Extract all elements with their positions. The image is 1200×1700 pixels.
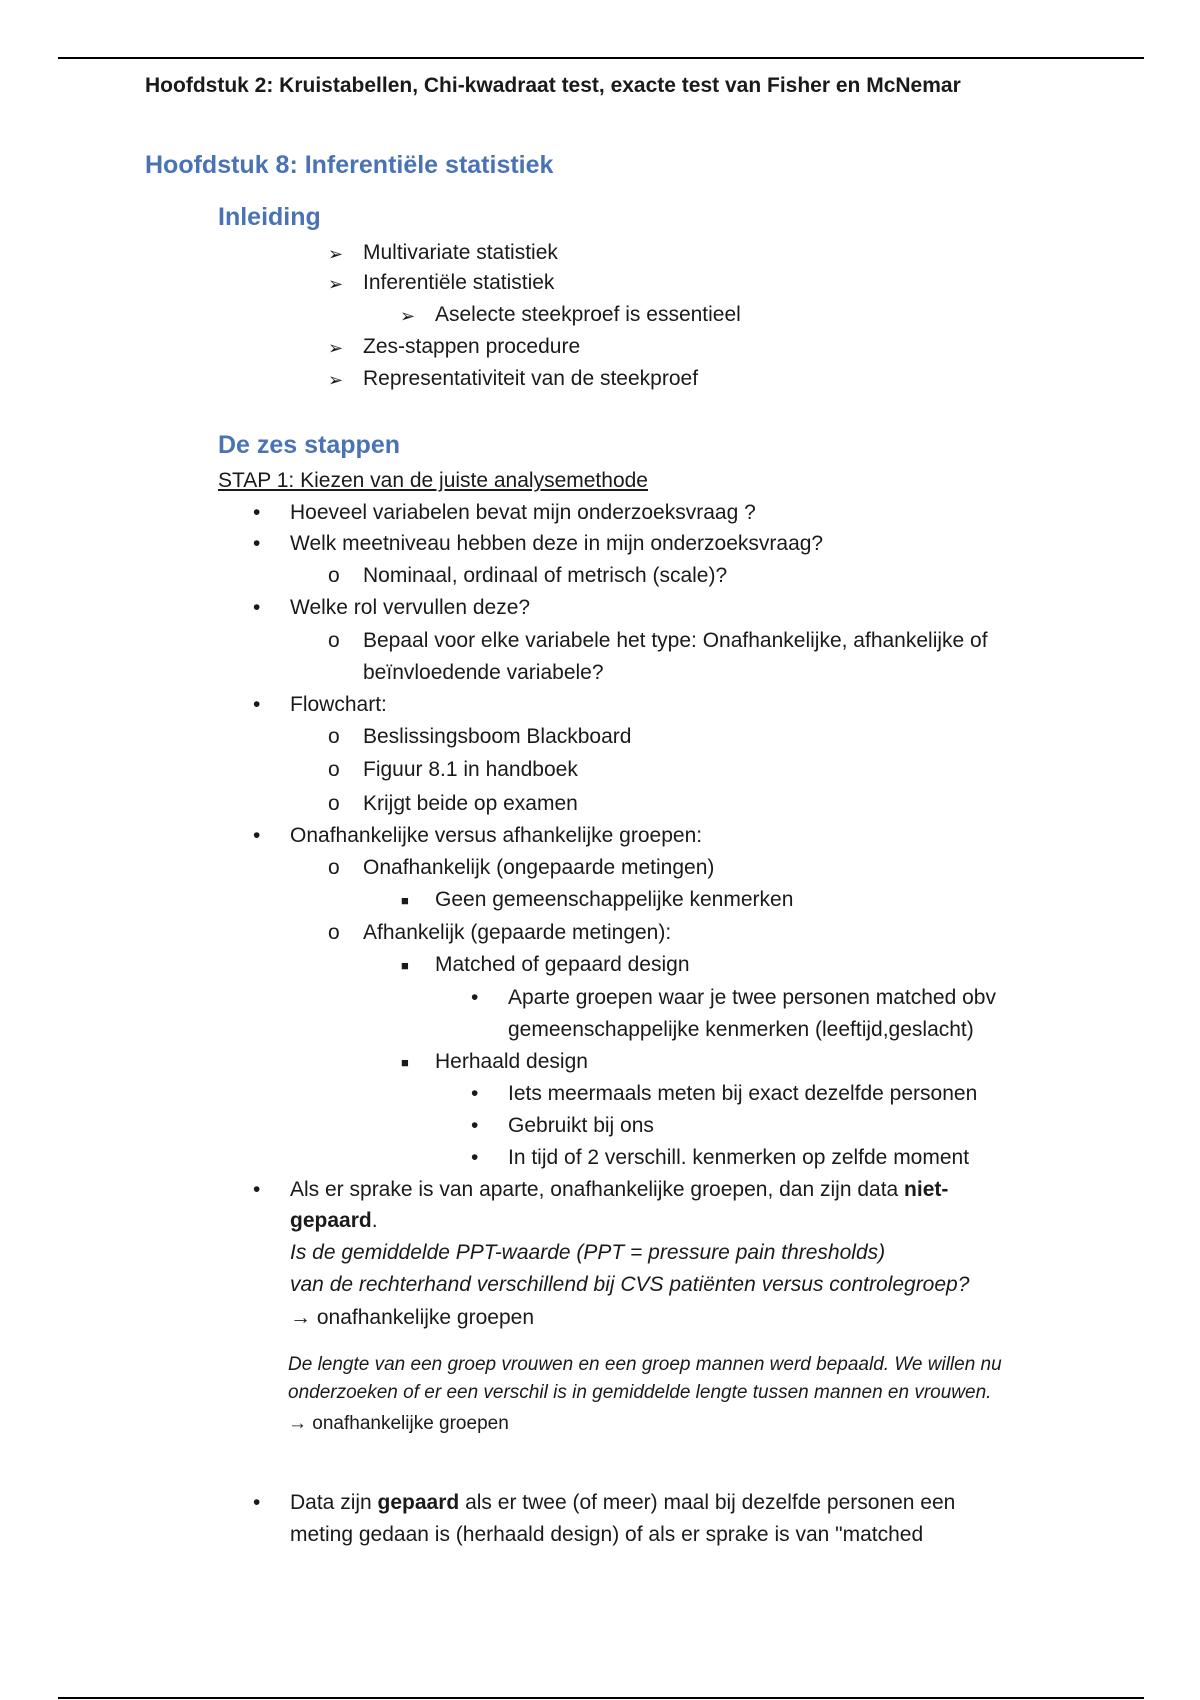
list-item: Onafhankelijke versus afhankelijke groepen: <box>290 824 703 847</box>
example-question: De lengte van een groep vrouwen en een groep mannen werd bepaald. We willen nu <box>288 1354 1002 1375</box>
list-item <box>290 1176 948 1204</box>
bold-term: gepaard <box>290 1209 372 1232</box>
list-item: In tijd of 2 verschill. kenmerken op zelfde moment <box>508 1146 970 1169</box>
list-item: Flowchart: <box>290 693 387 716</box>
example-answer: → onafhankelijke groepen <box>290 1306 535 1329</box>
list-item: Krijgt beide op examen <box>363 792 578 815</box>
square-bullet-icon: ■ <box>401 1055 409 1070</box>
list-item: Iets meermaals meten bij exact dezelfde personen <box>508 1082 978 1105</box>
bullet-icon: • <box>253 501 261 524</box>
bullet-icon: • <box>253 824 261 847</box>
bullet-icon: • <box>253 532 261 555</box>
list-item <box>290 1489 955 1517</box>
step-title: STAP 1: Kiezen van de juiste analysemethode <box>218 469 648 492</box>
circle-bullet-icon: o <box>328 564 340 587</box>
bullet-icon: • <box>471 1114 479 1137</box>
bullet-icon: • <box>253 1491 261 1514</box>
bold-term: gepaard <box>377 1491 460 1514</box>
square-bullet-icon: ■ <box>401 958 409 973</box>
bullet-icon: • <box>471 1082 479 1105</box>
list-item: Multivariate statistiek <box>363 241 558 264</box>
list-item: Aselecte steekproef is essentieel <box>435 303 741 326</box>
arrow-bullet-icon: ➢ <box>328 244 344 264</box>
list-item-continuation: beïnvloedende variabele? <box>363 661 604 684</box>
list-item: Gebruikt bij ons <box>508 1114 654 1137</box>
arrow-bullet-icon: ➢ <box>400 306 416 326</box>
list-item: Geen gemeenschappelijke kenmerken <box>435 888 794 911</box>
list-item-text: als er twee (of meer) maal bij dezelfde personen een <box>459 1491 956 1514</box>
bold-term: niet- <box>904 1178 949 1201</box>
circle-bullet-icon: o <box>328 629 340 652</box>
list-item: Welke rol vervullen deze? <box>290 596 531 619</box>
list-item: Herhaald design <box>435 1050 588 1073</box>
list-item: Afhankelijk (gepaarde metingen): <box>363 921 672 944</box>
bullet-icon: • <box>471 986 479 1009</box>
list-item-continuation: meting gedaan is (herhaald design) of als er sprake is van "matched <box>290 1523 924 1546</box>
list-item: Bepaal voor elke variabele het type: Onafhankelijke, afhankelijke of <box>363 629 988 652</box>
running-header: Hoofdstuk 2: Kruistabellen, Chi-kwadraat test, exacte test van Fisher en McNemar <box>145 74 961 97</box>
circle-bullet-icon: o <box>328 921 340 944</box>
section-title-inleiding: Inleiding <box>218 203 321 231</box>
example-question: van de rechterhand verschillend bij CVS patiënten versus controlegroep? <box>290 1273 970 1296</box>
section-title-zes-stappen: De zes stappen <box>218 431 401 459</box>
square-bullet-icon: ■ <box>401 893 409 908</box>
example-answer: → onafhankelijke groepen <box>288 1413 509 1434</box>
footer-rule <box>58 1697 1144 1699</box>
chapter-title: Hoofdstuk 8: Inferentiële statistiek <box>145 151 554 179</box>
list-item: Onafhankelijk (ongepaarde metingen) <box>363 856 715 879</box>
arrow-bullet-icon: ➢ <box>328 338 344 358</box>
arrow-bullet-icon: ➢ <box>328 370 344 390</box>
list-item-text: . <box>371 1209 378 1232</box>
list-item: Aparte groepen waar je twee personen matched obv <box>508 986 996 1009</box>
header-rule <box>58 57 1144 59</box>
list-item: Representativiteit van de steekproef <box>363 367 699 390</box>
list-item: Welk meetniveau hebben deze in mijn onderzoeksvraag? <box>290 532 824 555</box>
list-item-continuation: gemeenschappelijke kenmerken (leeftijd,geslacht) <box>508 1018 974 1041</box>
circle-bullet-icon: o <box>328 758 340 781</box>
list-item: Inferentiële statistiek <box>363 271 555 294</box>
arrow-bullet-icon: ➢ <box>328 274 344 294</box>
list-item: Zes-stappen procedure <box>363 335 581 358</box>
circle-bullet-icon: o <box>328 856 340 879</box>
list-item: Nominaal, ordinaal of metrisch (scale)? <box>363 564 728 587</box>
list-item: Matched of gepaard design <box>435 953 690 976</box>
list-item-text: Data zijn <box>290 1491 378 1514</box>
example-question: onderzoeken of er een verschil is in gemiddelde lengte tussen mannen en vrouwen. <box>288 1382 992 1403</box>
circle-bullet-icon: o <box>328 792 340 815</box>
bullet-icon: • <box>471 1146 479 1169</box>
bullet-icon: • <box>253 596 261 619</box>
list-item-text: Als er sprake is van aparte, onafhankelijke groepen, dan zijn data <box>290 1178 905 1201</box>
bullet-icon: • <box>253 693 261 716</box>
list-item: Figuur 8.1 in handboek <box>363 758 578 781</box>
circle-bullet-icon: o <box>328 725 340 748</box>
example-question: Is de gemiddelde PPT-waarde (PPT = pressure pain thresholds) <box>290 1241 886 1264</box>
list-item: Beslissingsboom Blackboard <box>363 725 632 748</box>
list-item: Hoeveel variabelen bevat mijn onderzoeksvraag ? <box>290 501 756 524</box>
list-item-continuation <box>290 1207 378 1235</box>
bullet-icon: • <box>253 1178 261 1201</box>
